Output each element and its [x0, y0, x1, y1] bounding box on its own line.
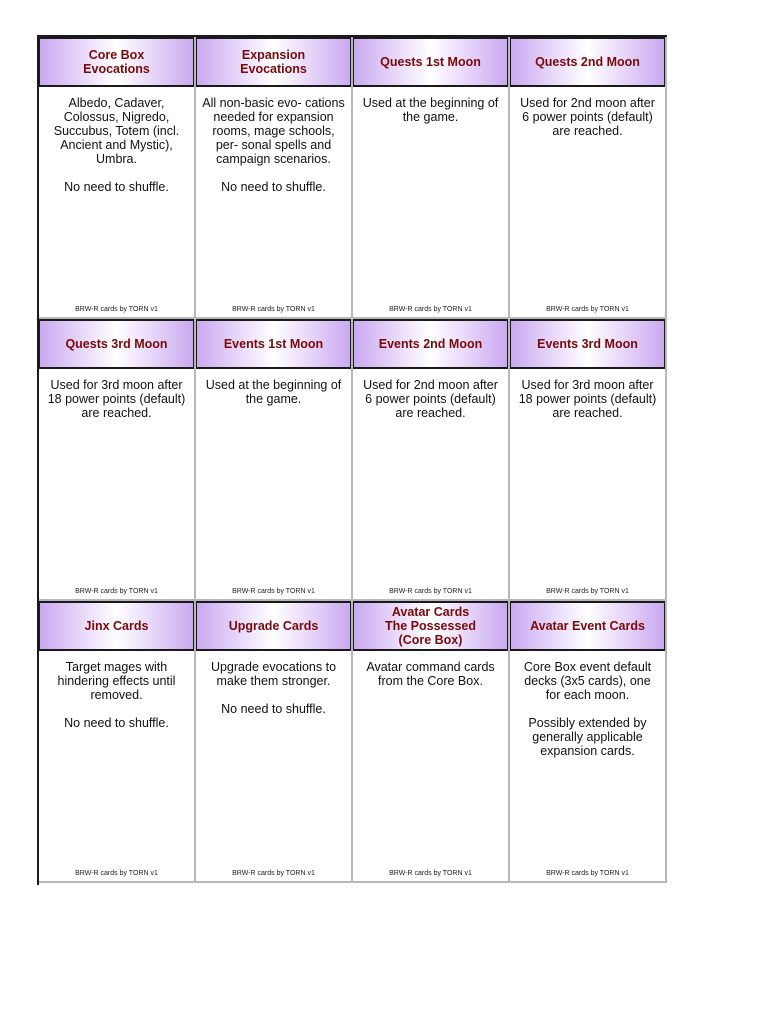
card-core-box-evocations: [39, 37, 196, 319]
card-body: Used for 2nd moon after 6 power points (default) are reached.: [520, 96, 655, 138]
card-body: Target mages with hindering effects until removed. No need to shuffle.: [57, 660, 176, 730]
card-title: Jinx Cards: [84, 619, 149, 633]
card-body: Upgrade evocations to make them stronger. No need to shuffle.: [210, 660, 337, 716]
card-body: Used for 3rd moon after 18 power points (default) are reached.: [518, 378, 657, 420]
card-footer: BRW-R cards by TORN v1: [546, 588, 629, 595]
card-header: [196, 601, 351, 651]
card-avatar-event-cards: [510, 601, 667, 883]
card-header: [353, 601, 508, 651]
card-quests-3rd-moon: [39, 319, 196, 601]
card-title: Avatar Event Cards: [530, 619, 645, 633]
card-header: [39, 319, 194, 369]
card-footer: BRW-R cards by TORN v1: [232, 306, 315, 313]
card-sheet: [37, 35, 667, 885]
card-events-1st-moon: [196, 319, 353, 601]
card-title: Events 2nd Moon: [378, 337, 483, 351]
card-body: Avatar command cards from the Core Box.: [366, 660, 495, 688]
card-title: Events 3rd Moon: [537, 337, 638, 351]
card-header: [353, 319, 508, 369]
card-body: All non-basic evo- cations needed for expansion rooms, mage schools, per- sonal spells and campaign scenarios. No need to shuffle.: [202, 96, 345, 194]
card-title: Core Box Evocations: [83, 48, 150, 76]
card-title: Avatar Cards The Possessed (Core Box): [384, 605, 476, 647]
card-header: [39, 37, 194, 87]
card-header: [510, 37, 665, 87]
card-expansion-evocations: [196, 37, 353, 319]
card-title: Expansion Evocations: [240, 48, 307, 76]
card-events-2nd-moon: [353, 319, 510, 601]
card-quests-1st-moon: [353, 37, 510, 319]
card-body: Used for 2nd moon after 6 power points (default) are reached.: [363, 378, 498, 420]
card-header: [196, 319, 351, 369]
card-body: Used for 3rd moon after 18 power points (default) are reached.: [47, 378, 186, 420]
card-footer: BRW-R cards by TORN v1: [75, 870, 158, 877]
card-header: [353, 37, 508, 87]
card-footer: BRW-R cards by TORN v1: [75, 306, 158, 313]
card-header: [39, 601, 194, 651]
card-header: [510, 601, 665, 651]
card-avatar-cards: [353, 601, 510, 883]
card-title: Quests 2nd Moon: [535, 55, 640, 69]
card-title: Quests 3rd Moon: [65, 337, 168, 351]
card-footer: BRW-R cards by TORN v1: [546, 870, 629, 877]
card-jinx-cards: [39, 601, 196, 883]
card-body: Core Box event default decks (3x5 cards), one for each moon. Possibly extended by generally applicable expansion cards.: [523, 660, 652, 758]
card-footer: BRW-R cards by TORN v1: [232, 870, 315, 877]
card-header: [510, 319, 665, 369]
card-body: Used at the beginning of the game.: [362, 96, 499, 124]
card-header: [196, 37, 351, 87]
card-body: Used at the beginning of the game.: [205, 378, 342, 406]
card-title: Quests 1st Moon: [380, 55, 481, 69]
card-upgrade-cards: [196, 601, 353, 883]
card-footer: BRW-R cards by TORN v1: [546, 306, 629, 313]
card-body: Albedo, Cadaver, Colossus, Nigredo, Succubus, Totem (incl. Ancient and Mystic), Umbra. No need to shuffle.: [53, 96, 180, 194]
card-footer: BRW-R cards by TORN v1: [389, 306, 472, 313]
card-footer: BRW-R cards by TORN v1: [232, 588, 315, 595]
card-quests-2nd-moon: [510, 37, 667, 319]
card-footer: BRW-R cards by TORN v1: [75, 588, 158, 595]
card-footer: BRW-R cards by TORN v1: [389, 588, 472, 595]
card-footer: BRW-R cards by TORN v1: [389, 870, 472, 877]
card-title: Events 1st Moon: [223, 337, 324, 351]
card-events-3rd-moon: [510, 319, 667, 601]
card-title: Upgrade Cards: [228, 619, 319, 633]
